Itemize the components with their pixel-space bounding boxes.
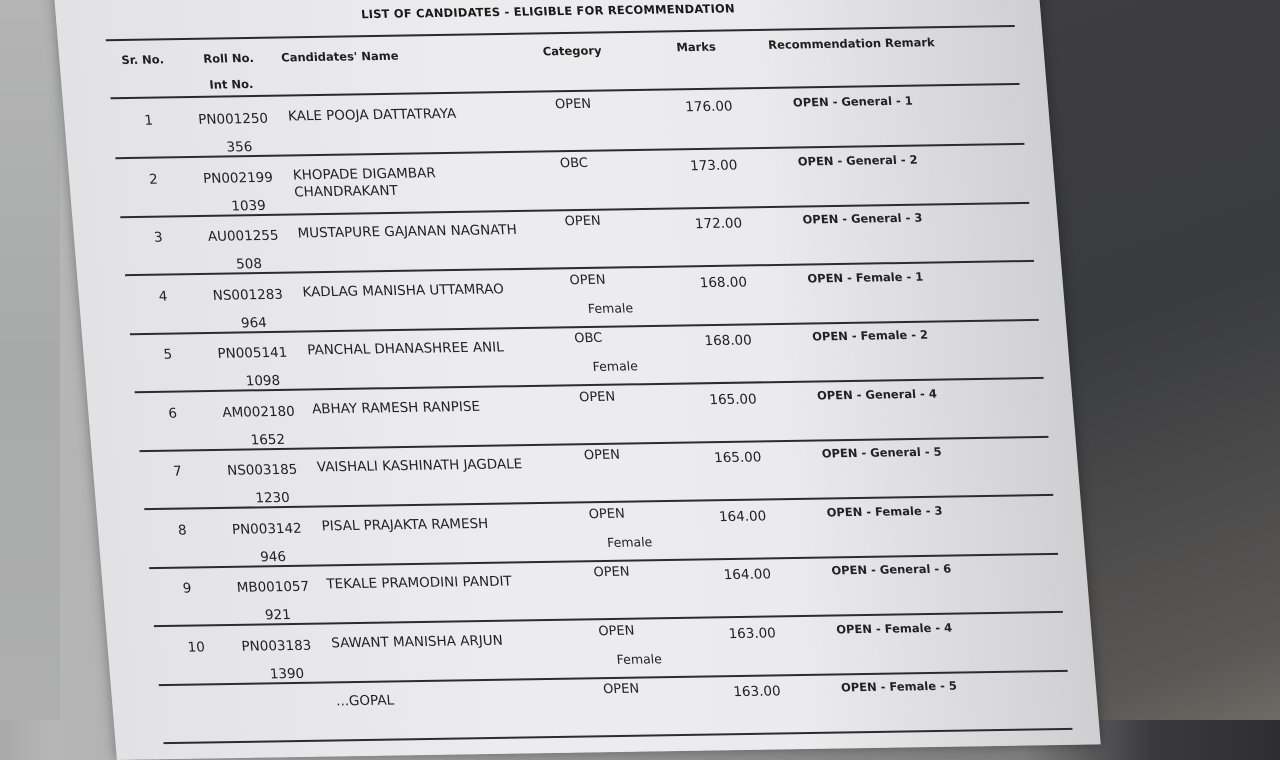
recommendation-remark: OPEN - Female - 5 <box>840 678 958 695</box>
int-no: 946 <box>259 548 287 565</box>
int-no: 1039 <box>230 197 267 214</box>
recommendation-remark: OPEN - Female - 4 <box>835 620 953 636</box>
candidate-name: KHOPADE DIGAMBAR CHANDRAKANT <box>292 164 437 200</box>
category: OPEN <box>578 389 616 405</box>
candidate-name: KALE POOJA DATTATRAYA <box>287 105 457 125</box>
column-header-remark: Recommendation Remark <box>767 35 936 52</box>
category: OPEN <box>564 213 602 230</box>
recommendation-remark: OPEN - General - 1 <box>792 93 914 110</box>
sub-category: Female <box>587 299 634 316</box>
roll-no: MB001057 <box>236 578 310 596</box>
sr-no: 8 <box>177 522 188 539</box>
recommendation-remark: OPEN - General - 2 <box>797 152 919 169</box>
roll-no: AU001255 <box>207 227 280 245</box>
marks: 165.00 <box>713 449 763 467</box>
column-header-roll-no: Roll No. <box>202 50 255 66</box>
candidate-name: PISAL PRAJAKTA RAMESH <box>321 515 489 534</box>
marks: 163.00 <box>732 683 782 701</box>
int-no: 921 <box>264 607 292 624</box>
sr-no: 6 <box>167 405 178 422</box>
int-no: 1230 <box>254 489 291 507</box>
marks: 172.00 <box>694 215 743 233</box>
roll-no: PN005141 <box>216 344 288 362</box>
roll-no: AM002180 <box>221 403 296 421</box>
recommendation-remark: OPEN - General - 4 <box>816 386 938 402</box>
column-header-category: Category <box>542 43 603 59</box>
category: OBC <box>559 155 589 171</box>
category: OPEN <box>588 506 626 522</box>
roll-no: PN003142 <box>231 520 303 538</box>
recommendation-remark: OPEN - Female - 3 <box>826 503 943 519</box>
int-no: 1390 <box>269 665 305 682</box>
background-left <box>0 0 60 720</box>
candidate-name: VAISHALI KASHINATH JAGDALE <box>316 456 523 476</box>
roll-no: PN001250 <box>197 110 269 128</box>
candidate-name: MUSTAPURE GAJANAN NAGNATH <box>297 222 518 242</box>
candidate-name: ABHAY RAMESH RANPISE <box>311 398 481 417</box>
column-header-sr-no: Sr. No. <box>120 52 165 68</box>
roll-no: PN003183 <box>240 637 312 655</box>
candidate-name: ...GOPAL <box>335 692 395 710</box>
marks: 164.00 <box>718 507 767 525</box>
candidate-name: SAWANT MANISHA ARJUN <box>330 632 504 651</box>
sr-no: 3 <box>153 229 164 246</box>
document-page <box>52 0 1101 760</box>
sr-no: 2 <box>148 171 159 188</box>
marks: 163.00 <box>727 624 777 642</box>
marks: 168.00 <box>699 273 748 291</box>
category: OPEN <box>592 564 631 581</box>
int-no: 964 <box>240 314 268 331</box>
candidate-name: TEKALE PRAMODINI PANDIT <box>325 573 513 593</box>
marks: 173.00 <box>689 156 739 174</box>
document-title: LIST OF CANDIDATES - ELIGIBLE FOR RECOMMENDATION <box>360 1 736 22</box>
category: OPEN <box>602 681 640 698</box>
roll-no: PN002199 <box>202 169 274 187</box>
marks: 176.00 <box>684 98 734 116</box>
int-no: 1098 <box>245 372 281 390</box>
candidate-name: KADLAG MANISHA UTTAMRAO <box>301 280 505 300</box>
candidate-name: PANCHAL DHANASHREE ANIL <box>306 339 505 359</box>
category: OBC <box>573 330 603 347</box>
marks: 168.00 <box>703 332 753 350</box>
recommendation-remark: OPEN - General - 3 <box>802 210 923 227</box>
recommendation-remark: OPEN - General - 6 <box>830 561 952 578</box>
recommendation-remark: OPEN - General - 5 <box>821 444 943 461</box>
sr-no: 1 <box>143 112 154 129</box>
roll-no: NS001283 <box>212 286 284 304</box>
marks: 164.00 <box>723 566 772 584</box>
sr-no: 9 <box>182 580 193 597</box>
sr-no: 4 <box>158 288 169 305</box>
sub-category: Female <box>606 533 653 550</box>
sub-category: Female <box>616 650 663 667</box>
sr-no: 5 <box>162 346 173 363</box>
column-header-int-no: Int No. <box>208 76 254 92</box>
row-divider <box>163 728 1072 744</box>
int-no: 508 <box>235 256 263 273</box>
int-no: 1652 <box>249 431 286 448</box>
column-header-name: Candidates' Name <box>280 48 400 65</box>
category: OPEN <box>568 272 607 288</box>
column-header-marks: Marks <box>675 39 717 55</box>
sub-category: Female <box>592 358 639 374</box>
category: OPEN <box>554 96 592 113</box>
sr-no: 10 <box>186 638 206 656</box>
recommendation-remark: OPEN - Female - 2 <box>811 327 929 344</box>
category: OPEN <box>583 447 621 464</box>
marks: 165.00 <box>708 390 758 408</box>
category: OPEN <box>597 623 635 639</box>
sr-no: 7 <box>172 463 183 480</box>
recommendation-remark: OPEN - Female - 1 <box>806 269 924 285</box>
roll-no: NS003185 <box>226 461 298 479</box>
int-no: 356 <box>225 139 254 156</box>
